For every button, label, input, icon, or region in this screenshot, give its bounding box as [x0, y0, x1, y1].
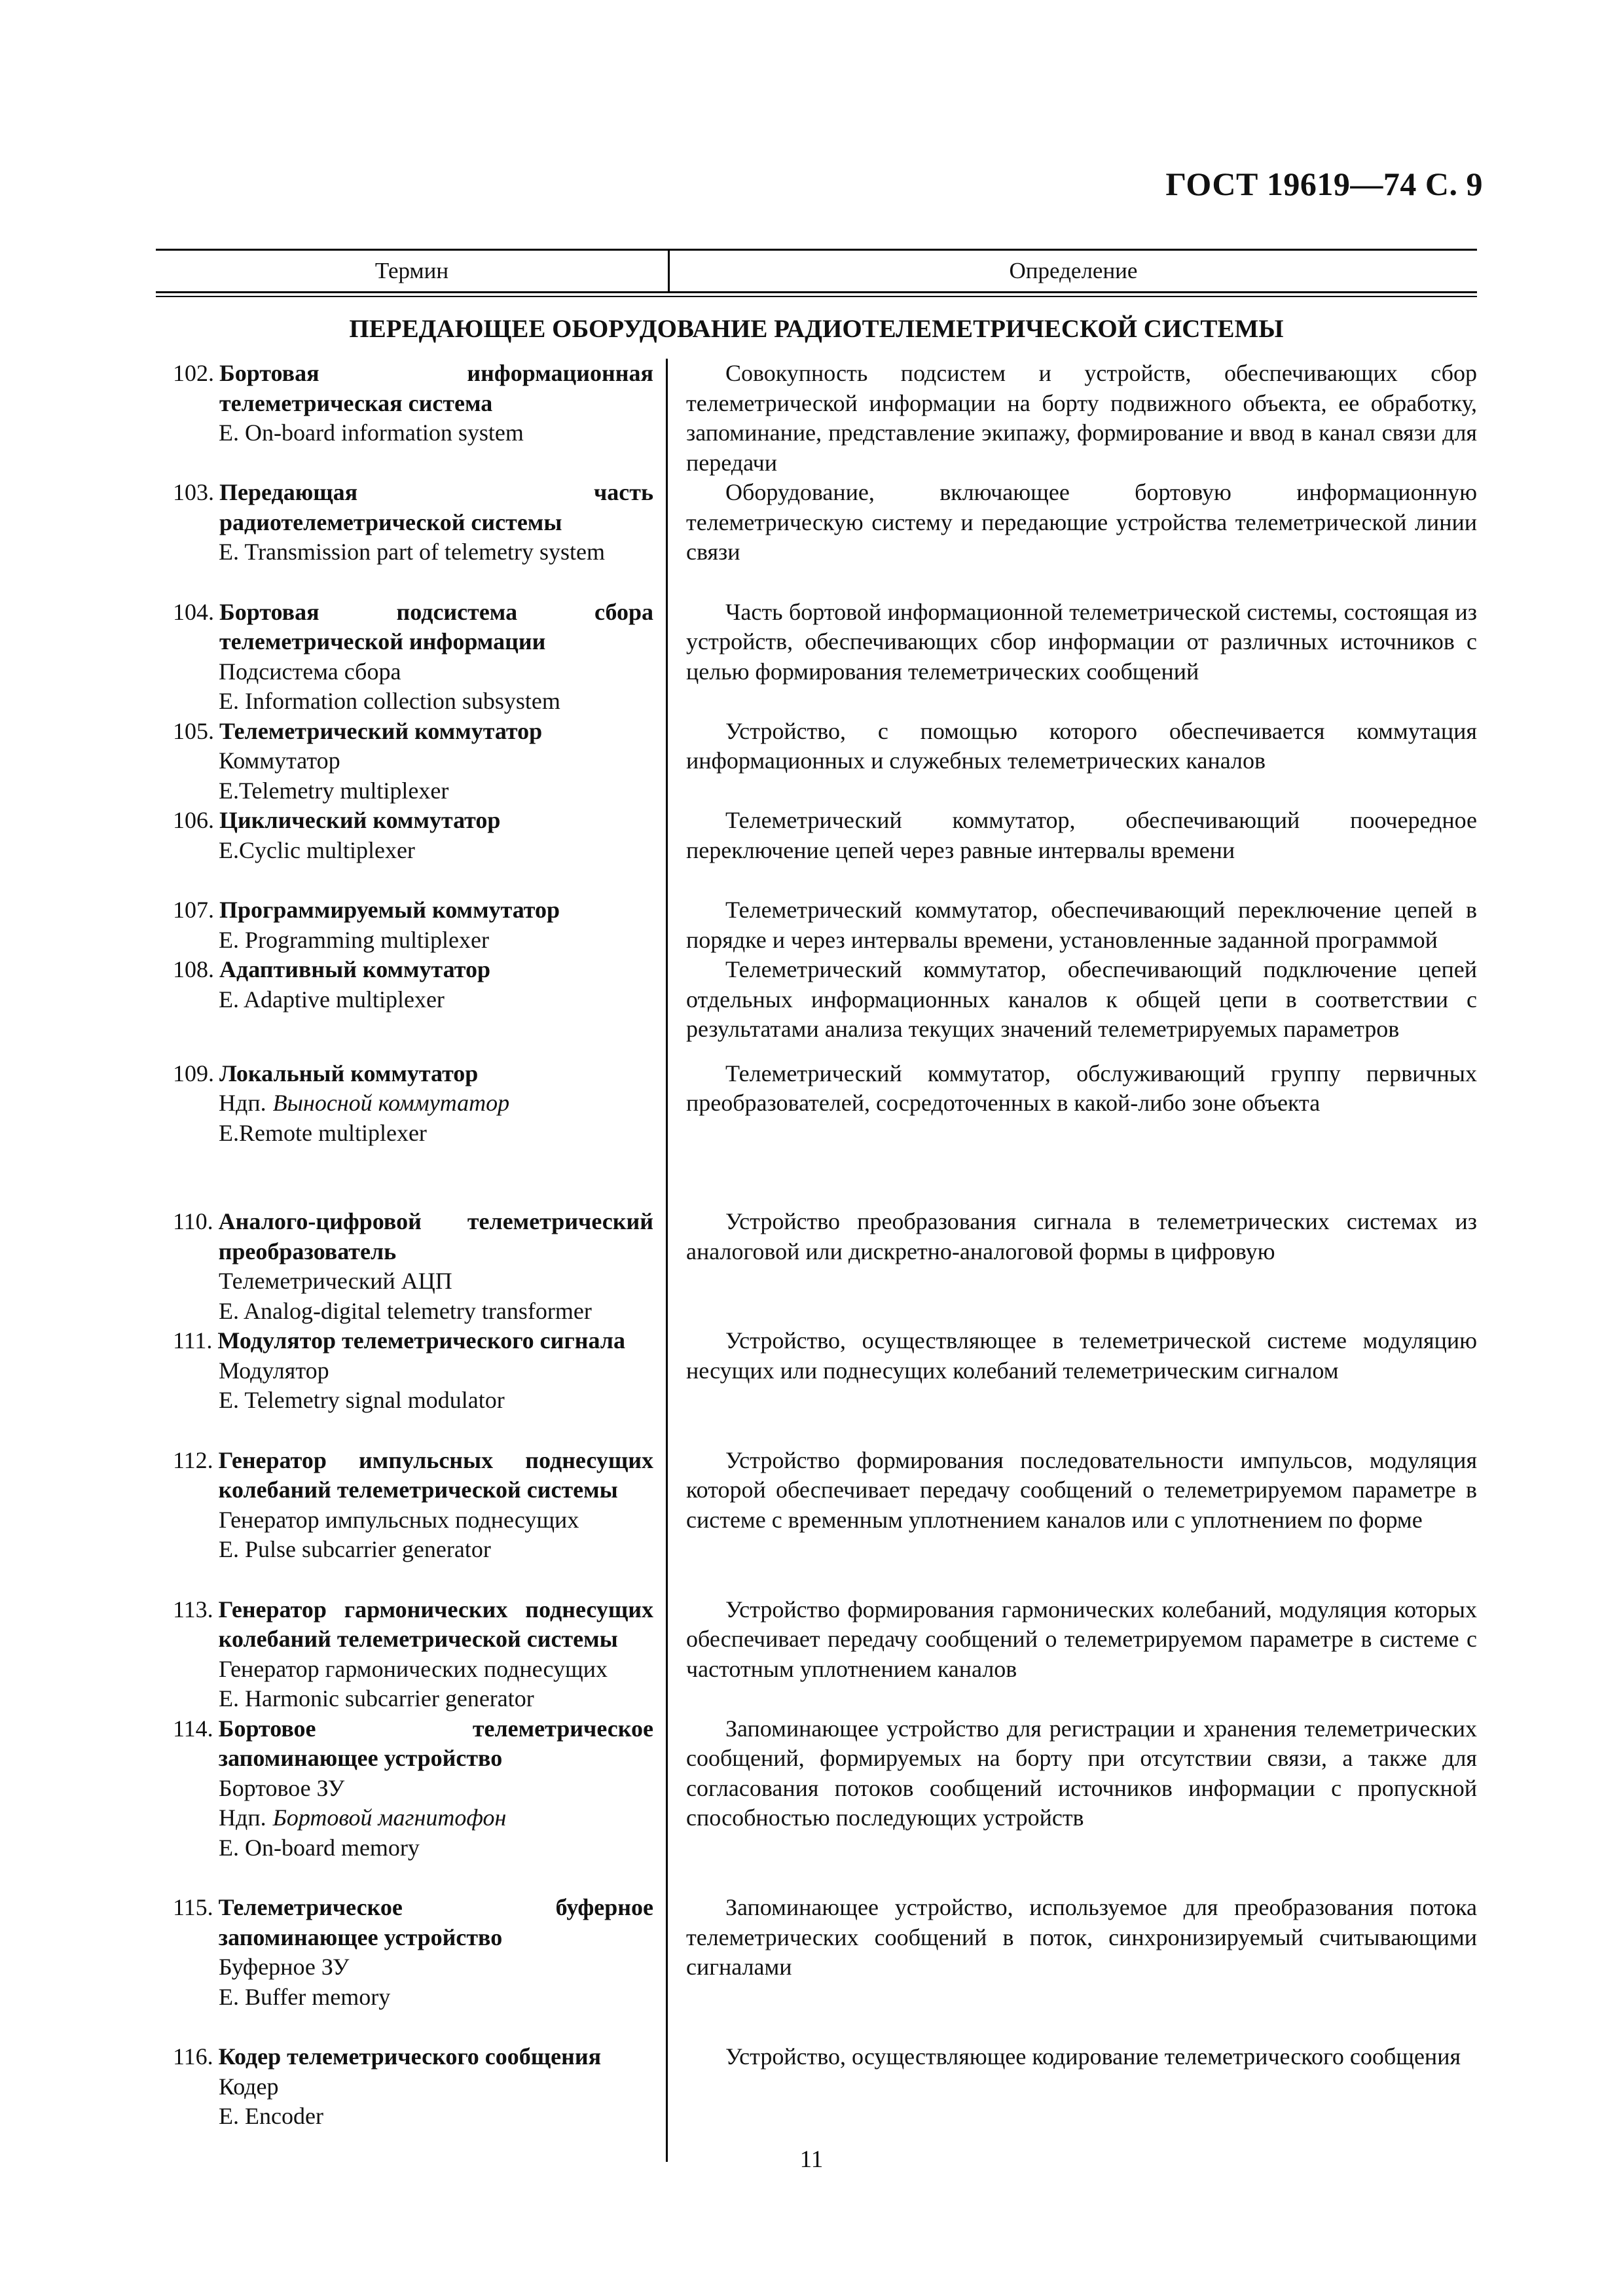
term-english: E. Programming multiplexer — [219, 926, 489, 953]
term-entry — [156, 1893, 1477, 2012]
term-cell — [156, 1714, 653, 1863]
column-header-term: Термин — [156, 251, 670, 291]
term-cell — [156, 955, 653, 1045]
term-entry — [156, 1207, 1477, 1326]
terms-table — [156, 249, 1477, 2162]
term-cell — [156, 1326, 653, 1416]
term-english: E. Buffer memory — [219, 1983, 391, 2010]
term-cell — [156, 1446, 653, 1565]
term-english: E. Analog-digital telemetry transformer — [219, 1297, 592, 1324]
definition-cell — [653, 1893, 1477, 2012]
term-number: 108. — [173, 956, 214, 982]
term-number: 109. — [173, 1060, 214, 1086]
term-cell — [156, 895, 653, 955]
term-deprecated — [173, 1803, 653, 1833]
term-english: E. Telemetry signal modulator — [219, 1387, 505, 1413]
definition-cell — [653, 598, 1477, 717]
term-name: Адаптивный коммутатор — [219, 956, 490, 982]
entry-spacer — [156, 1045, 1477, 1059]
term-synonym: Бортовое ЗУ — [219, 1774, 345, 1801]
term-name: Бортовая информационная телеметрическая система — [219, 360, 653, 416]
term-cell — [156, 478, 653, 567]
column-header-row — [156, 251, 1477, 291]
term-english: E.Remote multiplexer — [219, 1119, 427, 1146]
term-synonym: Буферное ЗУ — [219, 1954, 350, 1980]
term-number: 114. — [173, 1715, 213, 1742]
term-entry — [156, 955, 1477, 1045]
definition-text: Часть бортовой информационной телеметрической системы, состоящая из устройств, обеспечивающих сбор информации от различных источников с целью формирования телеметрических сообщений — [686, 598, 1477, 685]
term-name: Программируемый коммутатор — [219, 897, 560, 923]
term-english: E. Adaptive multiplexer — [219, 986, 445, 1013]
term-english: E.Cyclic multiplexer — [219, 836, 415, 863]
term-title — [173, 1059, 653, 1089]
term-name: Передающая часть радиотелеметрической системы — [219, 479, 653, 535]
entries-list — [156, 359, 1477, 2162]
term-number: 104. — [173, 598, 214, 625]
term-number: 107. — [173, 897, 214, 923]
column-header-definition: Определение — [1009, 258, 1138, 283]
term-number: 116. — [173, 2043, 213, 2070]
term-entry — [156, 359, 1477, 478]
term-english: E. On-board information system — [219, 420, 524, 446]
term-english: E. Pulse subcarrier generator — [219, 1536, 491, 1562]
section-title: ПЕРЕДАЮЩЕЕ ОБОРУДОВАНИЕ РАДИОТЕЛЕМЕТРИЧЕСКОЙ СИСТЕМЫ — [349, 315, 1284, 343]
definition-cell — [653, 2042, 1477, 2132]
term-number: 105. — [173, 717, 214, 744]
term-cell — [156, 1893, 653, 2012]
definition-text: Телеметрический коммутатор, обеспечивающий подключение цепей отдельных информационных каналов к общей цепи в соответствии с результатами анализа текущих значений телеметрируемых параметров — [686, 956, 1477, 1042]
term-entry — [156, 2042, 1477, 2132]
term-number: 111. — [173, 1327, 213, 1354]
term-title — [173, 1714, 653, 1774]
term-entry — [156, 1446, 1477, 1565]
term-title — [173, 955, 653, 985]
term-synonym: Коммутатор — [219, 747, 340, 774]
definition-text: Телеметрический коммутатор, обслуживающий группу первичных преобразователей, сосредоточенных в какой-либо зоне объекта — [686, 1060, 1477, 1116]
definition-cell — [653, 806, 1477, 865]
term-cell — [156, 2042, 653, 2132]
term-title — [173, 895, 653, 925]
term-name: Локальный коммутатор — [219, 1060, 479, 1086]
entry-spacer — [156, 1863, 1477, 1893]
definition-cell — [653, 717, 1477, 806]
definition-text: Телеметрический коммутатор, обеспечивающий поочередное переключение цепей через равные интервалы времени — [686, 807, 1477, 863]
term-english: E. Transmission part of telemetry system — [219, 539, 605, 565]
definition-text: Запоминающее устройство для регистрации и хранения телеметрических сообщений, формируемых на борту при отсутствии связи, а также для согласования потоков сообщений источников информации с пропускной способностью последующих устройств — [686, 1715, 1477, 1831]
term-entry — [156, 806, 1477, 865]
definition-cell — [653, 1326, 1477, 1416]
term-name: Кодер телеметрического сообщения — [218, 2043, 602, 2070]
term-number: 115. — [173, 1894, 213, 1920]
definition-cell — [653, 955, 1477, 1045]
term-title — [173, 478, 653, 537]
definition-text: Телеметрический коммутатор, обеспечивающий переключение цепей в порядке и через интервалы времени, установленные заданной программой — [686, 897, 1477, 953]
term-name: Телеметрическое буферное запоминающее устройство — [218, 1894, 653, 1950]
definition-text: Запоминающее устройство, используемое для преобразования потока телеметрических сообщений в поток, синхронизируемый считывающими сигналами — [686, 1894, 1477, 1980]
term-name: Модулятор телеметрического сигнала — [217, 1327, 625, 1354]
definition-text: Устройство, осуществляющее кодирование телеметрического сообщения — [725, 2043, 1461, 2070]
term-english: E.Telemetry multiplexer — [219, 777, 449, 804]
term-synonym: Генератор гармонических поднесущих — [219, 1655, 608, 1682]
term-title — [173, 1326, 653, 1356]
term-name: Бортовое телеметрическое запоминающее устройство — [218, 1715, 653, 1771]
term-name: Аналого-цифровой телеметрический преобразователь — [218, 1208, 653, 1265]
term-cell — [156, 717, 653, 806]
term-name: Генератор гармонических поднесущих колебаний телеметрической системы — [218, 1596, 653, 1652]
term-number: 112. — [173, 1446, 213, 1473]
entry-spacer — [156, 865, 1477, 895]
entry-spacer — [156, 2012, 1477, 2042]
gost-header: ГОСТ 19619—74 С. 9 — [1165, 166, 1483, 202]
deprecated-term: Выносной коммутатор — [272, 1090, 510, 1116]
definition-cell — [653, 478, 1477, 567]
definition-cell — [653, 895, 1477, 955]
definition-text: Устройство преобразования сигнала в телеметрических системах из аналоговой или дискретно-аналоговой формы в цифровую — [686, 1208, 1477, 1265]
definition-text: Устройство формирования гармонических колебаний, модуляция которых обеспечивает передачу сообщений о телеметрируемом параметре в системе с частотным уплотнением каналов — [686, 1596, 1477, 1682]
term-synonym: Кодер — [219, 2073, 279, 2100]
term-synonym: Телеметрический АЦП — [219, 1268, 452, 1294]
term-synonym: Модулятор — [219, 1357, 329, 1384]
term-title — [173, 1595, 653, 1655]
definition-cell — [653, 1595, 1477, 1714]
definition-cell — [653, 359, 1477, 478]
deprecated-prefix: Ндп. — [219, 1090, 266, 1116]
definition-cell — [653, 1207, 1477, 1326]
term-title — [173, 1446, 653, 1505]
term-title — [173, 1207, 653, 1266]
term-cell — [156, 598, 653, 717]
term-cell — [156, 1207, 653, 1326]
definition-text: Устройство, осуществляющее в телеметрической системе модуляцию несущих или поднесущих колебаний телеметрическим сигналом — [686, 1327, 1477, 1384]
term-title — [173, 717, 653, 747]
definition-text: Устройство, с помощью которого обеспечивается коммутация информационных и служебных телеметрических каналов — [686, 717, 1477, 774]
term-entry — [156, 598, 1477, 717]
deprecated-prefix: Ндп. — [219, 1804, 266, 1831]
term-entry — [156, 1059, 1477, 1149]
term-entry — [156, 1326, 1477, 1416]
definition-cell — [653, 1446, 1477, 1565]
term-synonym: Подсистема сбора — [219, 658, 401, 685]
term-name: Генератор импульсных поднесущих колебаний телеметрической системы — [218, 1446, 653, 1503]
header-rule-second — [156, 296, 1477, 297]
definition-text: Совокупность подсистем и устройств, обеспечивающих сбор телеметрической информации на борту подвижного объекта, ее обработку, запоминание, представление экипажу, формирование и ввод в канал связи для передачи — [686, 360, 1477, 476]
term-english: E. Encoder — [219, 2103, 323, 2129]
definition-cell — [653, 1714, 1477, 1863]
term-title — [173, 598, 653, 657]
term-deprecated — [173, 1088, 653, 1119]
term-cell — [156, 359, 653, 478]
term-entry — [156, 717, 1477, 806]
term-number: 103. — [173, 479, 214, 505]
term-name: Циклический коммутатор — [219, 807, 501, 833]
definition-text: Устройство формирования последовательности импульсов, модуляция которой обеспечивает передачу сообщений о телеметрируемом параметре в системе с временным уплотнением каналов или с уплотнением по форме — [686, 1446, 1477, 1533]
entry-spacer — [156, 1148, 1477, 1207]
term-entry — [156, 478, 1477, 567]
term-title — [173, 359, 653, 418]
term-english: E. On-board memory — [219, 1834, 420, 1861]
term-english: E. Harmonic subcarrier generator — [219, 1685, 534, 1712]
term-number: 110. — [173, 1208, 213, 1234]
entry-spacer — [156, 1416, 1477, 1446]
definition-cell — [653, 1059, 1477, 1149]
header-rule — [156, 291, 1477, 293]
term-entry — [156, 895, 1477, 955]
term-cell — [156, 806, 653, 865]
entry-spacer — [156, 1565, 1477, 1595]
term-name: Телеметрический коммутатор — [219, 717, 543, 744]
term-number: 113. — [173, 1596, 213, 1623]
term-name: Бортовая подсистема сбора телеметрической информации — [219, 598, 653, 655]
page-number: 11 — [799, 2146, 824, 2173]
term-entry — [156, 1595, 1477, 1714]
term-number: 106. — [173, 807, 214, 833]
entry-spacer — [156, 567, 1477, 598]
term-synonym: Генератор импульсных поднесущих — [219, 1506, 579, 1533]
term-title — [173, 806, 653, 836]
definition-text: Оборудование, включающее бортовую информационную телеметрическую систему и передающие устройства телеметрической линии связи — [686, 479, 1477, 565]
term-cell — [156, 1595, 653, 1714]
term-title — [173, 1893, 653, 1952]
term-number: 102. — [173, 360, 214, 386]
term-entry — [156, 1714, 1477, 1863]
term-cell — [156, 1059, 653, 1149]
column-divider — [666, 359, 668, 2162]
term-title — [173, 2042, 653, 2072]
term-english: E. Information collection subsystem — [219, 688, 560, 714]
deprecated-term: Бортовой магнитофон — [272, 1804, 507, 1831]
